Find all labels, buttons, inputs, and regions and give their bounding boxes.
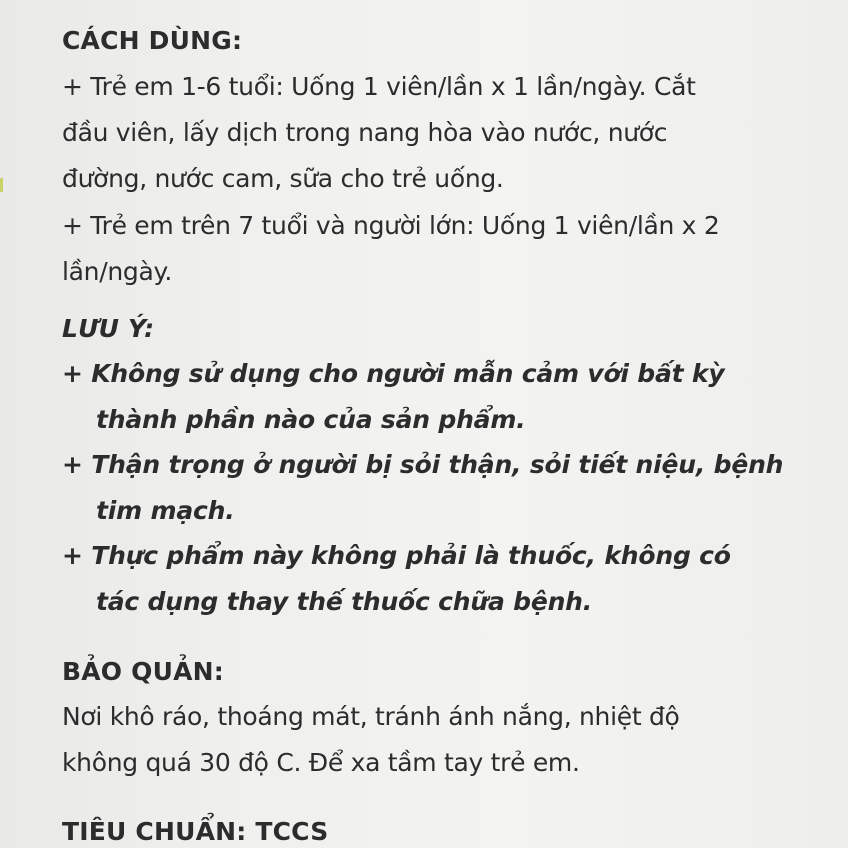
caution-item-3-line-2: tác dụng thay thế thuốc chữa bệnh. <box>96 587 593 616</box>
usage-item-2-line-1: + Trẻ em trên 7 tuổi và người lớn: Uống 1 viên/lần x 2 <box>62 211 720 240</box>
caution-item-2-line-2: tim mạch. <box>96 496 235 525</box>
usage-item-1 <box>62 64 696 202</box>
usage-item-2 <box>62 203 719 295</box>
usage-heading: CÁCH DÙNG: <box>62 26 243 55</box>
usage-item-1-line-3: đường, nước cam, sữa cho trẻ uống. <box>62 164 504 193</box>
caution-item-2 <box>62 442 783 534</box>
caution-heading: LƯU Ý: <box>62 314 155 343</box>
usage-item-2-line-2: lần/ngày. <box>62 257 173 286</box>
storage-heading: BẢO QUẢN: <box>62 657 224 686</box>
caution-item-2-line-1: + Thận trọng ở người bị sỏi thận, sỏi tiết niệu, bệnh <box>62 450 784 479</box>
product-label <box>62 0 842 848</box>
storage-line-1: Nơi khô ráo, thoáng mát, tránh ánh nắng, nhiệt độ <box>62 702 680 731</box>
storage-line-2: không quá 30 độ C. Để xa tầm tay trẻ em. <box>62 748 580 777</box>
storage-text <box>62 694 680 786</box>
caution-item-1-line-2: thành phần nào của sản phẩm. <box>96 405 526 434</box>
caution-item-1-line-1: + Không sử dụng cho người mẫn cảm với bất kỳ <box>62 359 725 388</box>
caution-item-3 <box>62 533 731 625</box>
standard-heading: TIÊU CHUẨN: TCCS <box>62 817 329 846</box>
edge-mark <box>0 178 3 192</box>
caution-item-1 <box>62 351 724 443</box>
usage-item-1-line-2: đầu viên, lấy dịch trong nang hòa vào nước, nước <box>62 118 668 147</box>
usage-item-1-line-1: + Trẻ em 1-6 tuổi: Uống 1 viên/lần x 1 lần/ngày. Cắt <box>62 72 696 101</box>
caution-item-3-line-1: + Thực phẩm này không phải là thuốc, không có <box>62 541 731 570</box>
